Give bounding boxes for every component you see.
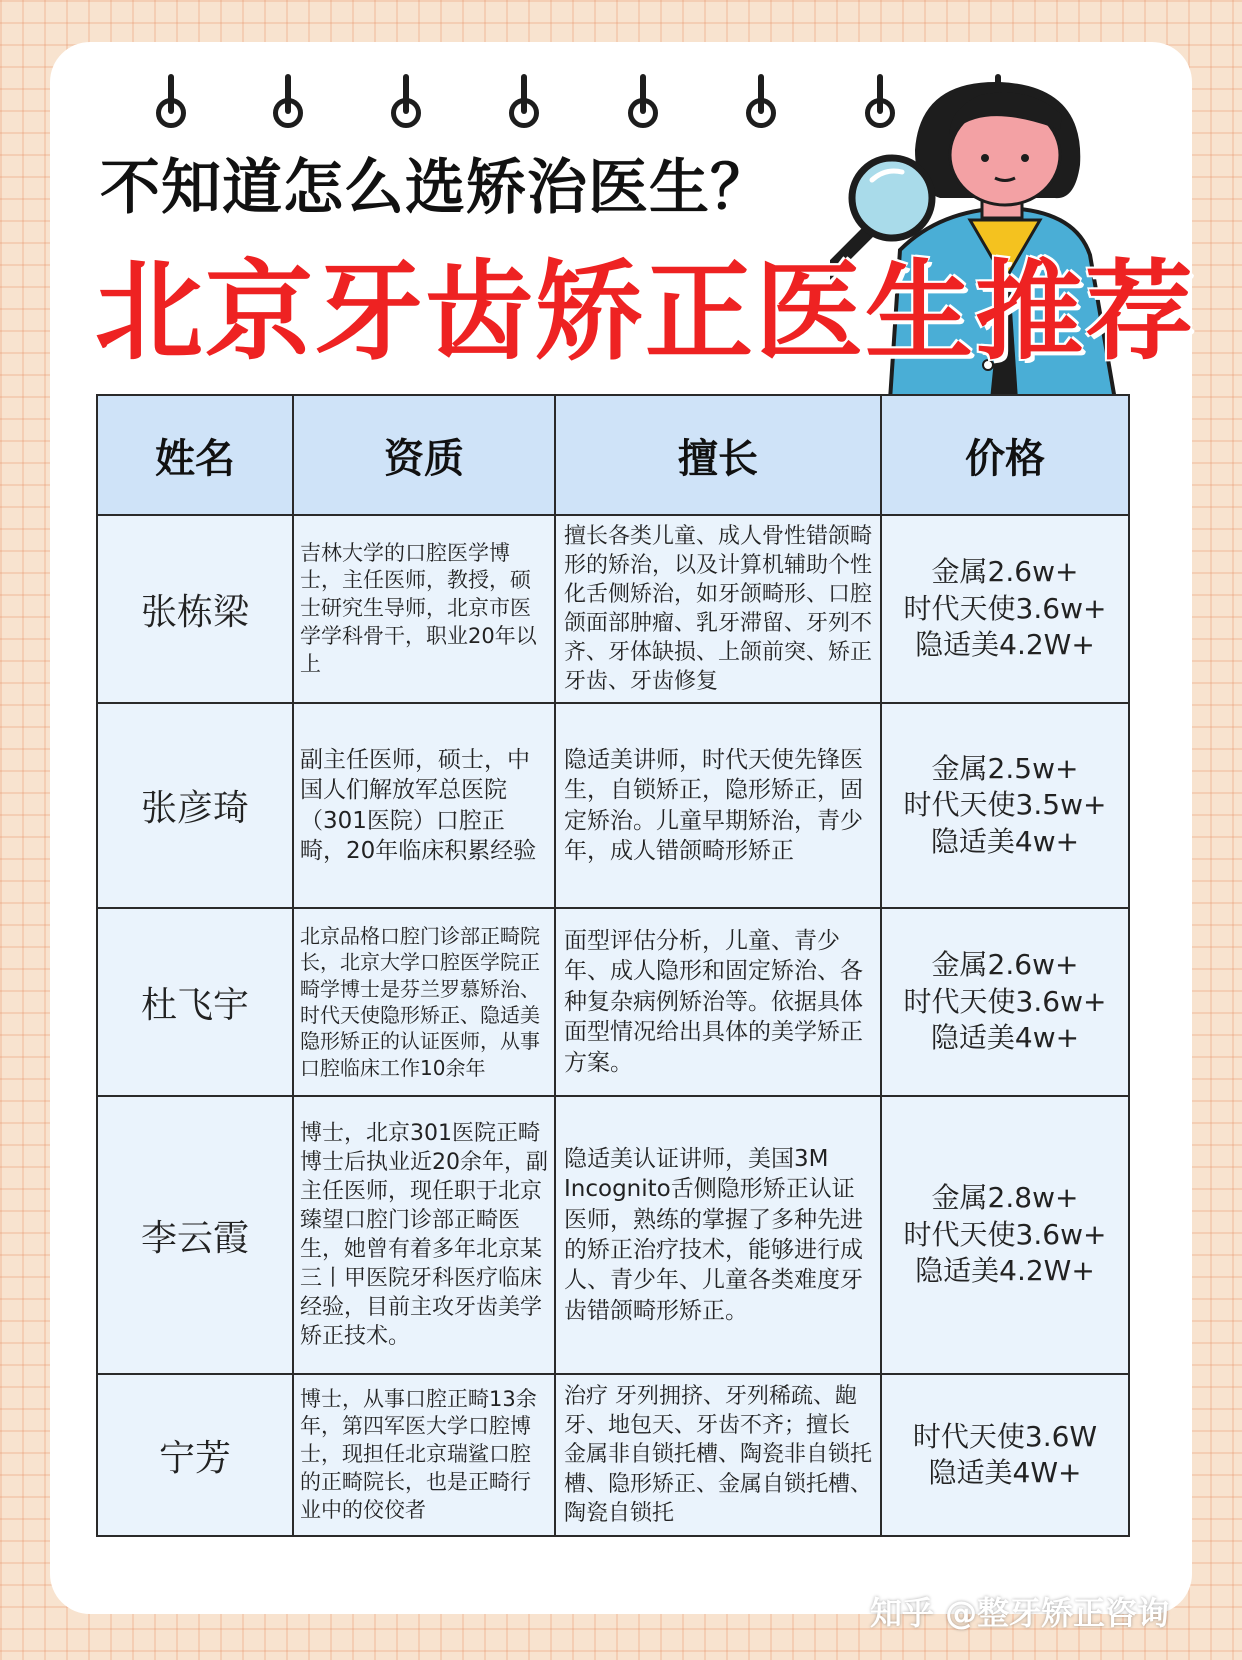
doctor-name: 杜飞宇 [97,908,293,1096]
price-line: 金属2.6w+ [931,555,1079,589]
doctor-qualification: 副主任医师，硕士，中国人们解放军总医院（301医院）口腔正畸，20年临床积累经验 [293,703,555,908]
binder-ring-icon [271,74,305,128]
table-row [97,703,1129,908]
doctor-price [881,515,1129,703]
doctor-price [881,1096,1129,1374]
binder-ring-icon [744,74,778,128]
doctor-specialty: 治疗 牙列拥挤、牙列稀疏、龅牙、地包天、牙齿不齐；擅长 金属非自锁托槽、陶瓷非自锁托槽、隐形矫正、金属自锁托槽、陶瓷自锁托 [555,1374,881,1536]
table-row [97,1374,1129,1536]
doctor-price [881,908,1129,1096]
price-line: 隐适美4W+ [928,1456,1082,1489]
doctor-specialty: 面型评估分析，儿童、青少年、成人隐形和固定矫治、各种复杂病例矫治等。依据具体面型情况给出具体的美学矫正方案。 [555,908,881,1096]
doctor-name: 张栋梁 [97,515,293,703]
table-row [97,1096,1129,1374]
price-line: 隐适美4.2W+ [915,1254,1095,1288]
column-header-price: 价格 [881,395,1129,515]
price-line: 隐适美4w+ [930,824,1080,858]
table-row [97,908,1129,1096]
binder-ring-icon [507,74,541,128]
price-line: 隐适美4w+ [930,1021,1080,1055]
doctor-qualification: 吉林大学的口腔医学博士，主任医师，教授，硕士研究生导师，北京市医学学科骨干，职业20年以上 [293,515,555,703]
price-line: 隐适美4.2W+ [915,628,1095,662]
price-line: 时代天使3.6w+ [903,1217,1107,1251]
doctor-qualification: 博士，从事口腔正畸13余年，第四军医大学口腔博士，现担任北京瑞鲨口腔的正畸院长，也是正畸行业中的佼佼者 [293,1374,555,1536]
column-header-name: 姓名 [97,395,293,515]
price-line: 金属2.5w+ [931,751,1079,785]
doctor-specialty: 擅长各类儿童、成人骨性错颌畸形的矫治，以及计算机辅助个性化舌侧矫治，如牙颌畸形、口腔颌面部肿瘤、乳牙滞留、牙列不齐、牙体缺损、上颌前突、矫正牙齿、牙齿修复 [555,515,881,703]
watermark: 知乎 @整牙矫正咨询 [870,1594,1170,1632]
price-line: 金属2.6w+ [931,948,1079,982]
binder-ring-icon [389,74,423,128]
doctor-qualification: 博士，北京301医院正畸博士后执业近20余年，副主任医师，现任职于北京臻望口腔门诊部正畸医生，她曾有着多年北京某三丨甲医院牙科医疗临床经验，目前主攻牙齿美学矫正技术。 [293,1096,555,1374]
column-header-qualification: 资质 [293,395,555,515]
price-line: 时代天使3.5w+ [903,788,1107,822]
price-line: 时代天使3.6w+ [903,591,1107,625]
price-line: 金属2.8w+ [931,1181,1079,1215]
subtitle: 不知道怎么选矫治医生？ [100,153,771,223]
column-header-specialty: 擅长 [555,395,881,515]
doctor-price [881,703,1129,908]
binder-ring-icon [154,74,188,128]
price-line: 时代天使3.6w+ [903,984,1107,1018]
doctor-name: 张彦琦 [97,703,293,908]
doctor-qualification: 北京品格口腔门诊部正畸院长，北京大学口腔医学院正畸学博士是芬兰罗慕矫治、时代天使隐形矫正、隐适美隐形矫正的认证医师，从事口腔临床工作10余年 [293,908,555,1096]
binder-ring-icon [626,74,660,128]
doctor-name: 李云霞 [97,1096,293,1374]
doctor-price [881,1374,1129,1536]
doctor-specialty: 隐适美讲师，时代天使先锋医生，自锁矫正，隐形矫正，固定矫治。儿童早期矫治，青少年，成人错颌畸形矫正 [555,703,881,908]
table-header-row [97,395,1129,515]
page-title: 北京牙齿矫正医生推荐 [95,250,1196,375]
table-row [97,515,1129,703]
doctor-specialty: 隐适美认证讲师，美国3M Incognito舌侧隐形矫正认证医师，熟练的掌握了多种先进的矫正治疗技术，能够进行成人、青少年、儿童各类难度牙齿错颌畸形矫正。 [555,1096,881,1374]
price-line: 时代天使3.6W [912,1419,1098,1453]
doctor-name: 宁芳 [97,1374,293,1536]
doctor-table [96,394,1130,1537]
